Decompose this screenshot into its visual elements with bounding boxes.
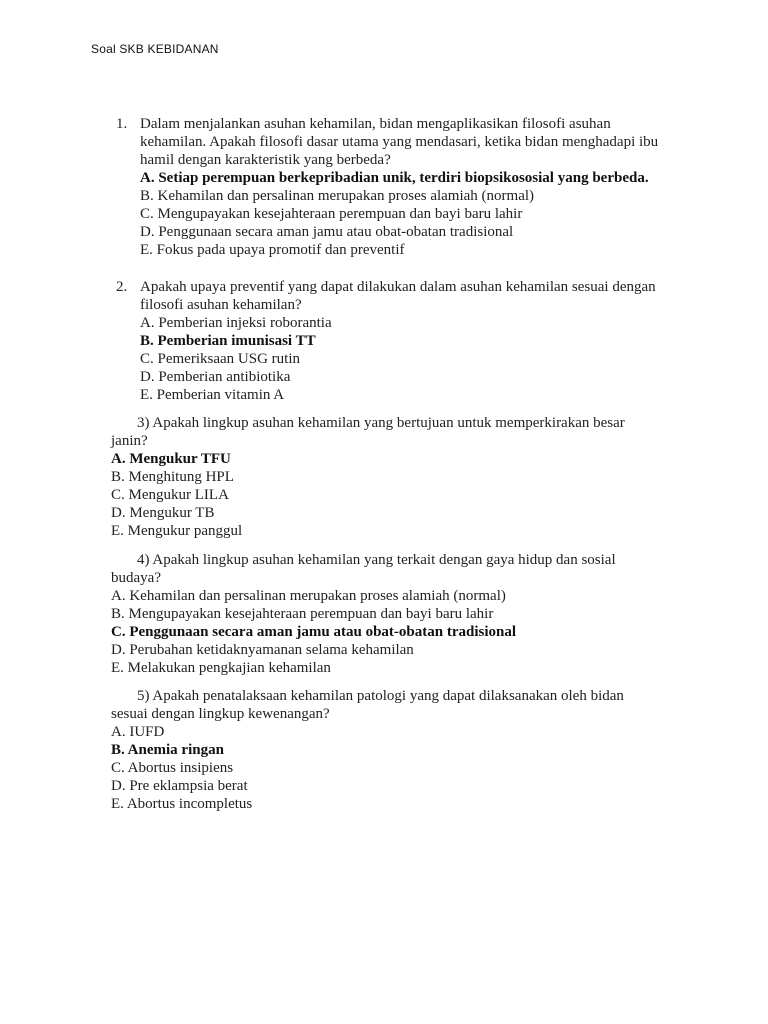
answer-option: D. Mengukur TB	[111, 505, 215, 521]
question-stem-line: 3) Apakah lingkup asuhan kehamilan yang bertujuan untuk memperkirakan besar	[137, 415, 625, 431]
question-stem-line: filosofi asuhan kehamilan?	[140, 297, 302, 313]
question-stem-line: budaya?	[111, 570, 161, 586]
answer-option-correct: C. Penggunaan secara aman jamu atau obat-obatan tradisional	[111, 624, 517, 640]
question-number: 1.	[116, 116, 128, 132]
answer-option: E. Melakukan pengkajian kehamilan	[111, 660, 331, 676]
question-stem-line: 5) Apakah penatalaksaan kehamilan patologi yang dapat dilaksanakan oleh bidan	[137, 688, 624, 704]
answer-option-correct: B. Pemberian imunisasi TT	[140, 333, 316, 349]
answer-option-correct: B. Anemia ringan	[111, 742, 224, 758]
answer-option: D. Pre eklampsia berat	[111, 778, 248, 794]
answer-option: C. Mengupayakan kesejahteraan perempuan dan bayi baru lahir	[140, 206, 523, 222]
answer-option: A. IUFD	[111, 724, 165, 740]
question-number: 2.	[116, 279, 128, 295]
question-stem-line: janin?	[111, 433, 148, 449]
question-stem-line: 4) Apakah lingkup asuhan kehamilan yang terkait dengan gaya hidup dan sosial	[137, 552, 616, 568]
answer-option: B. Menghitung HPL	[111, 469, 234, 485]
question-stem-line: kehamilan. Apakah filosofi dasar utama yang mendasari, ketika bidan menghadapi ibu	[140, 134, 659, 150]
answer-option: E. Mengukur panggul	[111, 523, 243, 539]
answer-option-correct: A. Setiap perempuan berkepribadian unik, terdiri biopsikososial yang berbeda.	[140, 170, 649, 186]
question-stem-line: Apakah upaya preventif yang dapat dilakukan dalam asuhan kehamilan sesuai dengan	[140, 279, 656, 295]
answer-option: E. Pemberian vitamin A	[140, 387, 285, 403]
answer-option: D. Pemberian antibiotika	[140, 369, 291, 385]
answer-option: C. Mengukur LILA	[111, 487, 229, 503]
question-stem-line: Dalam menjalankan asuhan kehamilan, bidan mengaplikasikan filosofi asuhan	[140, 116, 611, 132]
question-stem-line: hamil dengan karakteristik yang berbeda?	[140, 152, 391, 168]
answer-option: E. Abortus incompletus	[111, 796, 253, 812]
answer-option: A. Pemberian injeksi roborantia	[140, 315, 332, 331]
answer-option: C. Abortus insipiens	[111, 760, 234, 776]
answer-option: B. Mengupayakan kesejahteraan perempuan dan bayi baru lahir	[111, 606, 494, 622]
answer-option: E. Fokus pada upaya promotif dan preventif	[140, 242, 405, 258]
answer-option-correct: A. Mengukur TFU	[111, 451, 231, 467]
answer-option: B. Kehamilan dan persalinan merupakan proses alamiah (normal)	[140, 188, 535, 204]
answer-option: D. Penggunaan secara aman jamu atau obat-obatan tradisional	[140, 224, 514, 240]
page-header: Soal SKB KEBIDANAN	[91, 42, 219, 56]
answer-option: A. Kehamilan dan persalinan merupakan proses alamiah (normal)	[111, 588, 506, 604]
answer-option: C. Pemeriksaan USG rutin	[140, 351, 300, 367]
answer-option: D. Perubahan ketidaknyamanan selama kehamilan	[111, 642, 414, 658]
question-stem-line: sesuai dengan lingkup kewenangan?	[111, 706, 330, 722]
